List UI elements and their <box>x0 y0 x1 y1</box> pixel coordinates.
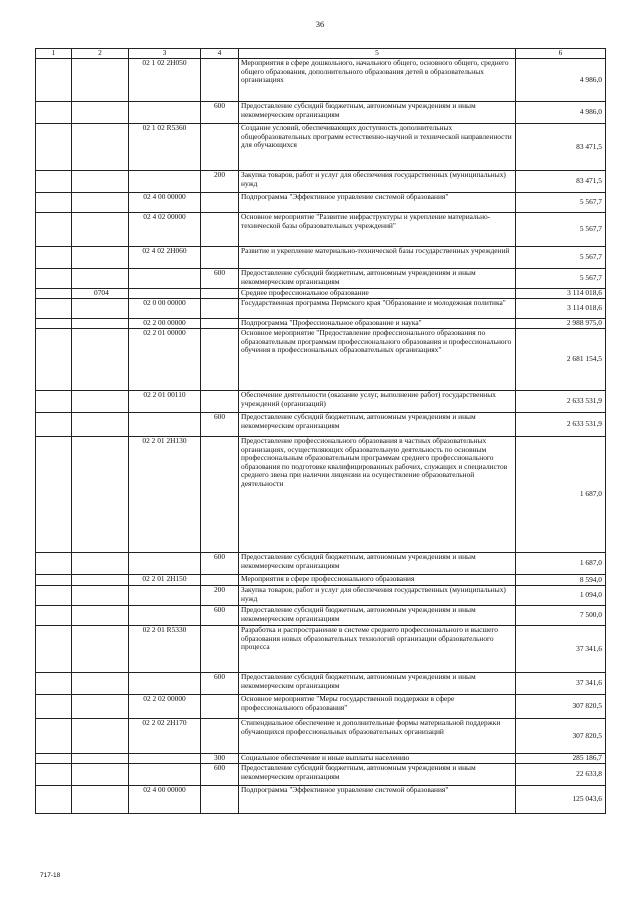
table-row <box>36 786 606 814</box>
item-name-cell: Предоставление субсидий бюджетным, автономным учреждениям и иным некоммерческим организациям <box>239 764 516 786</box>
ministry-code-cell <box>36 102 72 124</box>
section-code-cell <box>72 124 129 171</box>
expense-type-cell <box>201 575 239 586</box>
target-article-cell: 02 2 00 00000 <box>129 319 201 329</box>
item-name-cell: Развитие и укрепление материально-технической базы государственных учреждений <box>239 247 516 269</box>
ministry-code-cell <box>36 586 72 606</box>
expense-type-cell <box>201 719 239 754</box>
table-row <box>36 764 606 786</box>
expense-type-cell <box>201 289 239 299</box>
ministry-code-cell <box>36 626 72 673</box>
target-article-cell: 02 4 00 00000 <box>129 193 201 213</box>
ministry-code-cell <box>36 124 72 171</box>
amount-cell: 22 633,8 <box>516 764 606 786</box>
table-row <box>36 289 606 299</box>
page-number: 36 <box>315 19 325 29</box>
amount-cell: 4 986,0 <box>516 59 606 102</box>
ministry-code-cell <box>36 754 72 764</box>
item-name-cell: Среднее профессиональное образование <box>239 289 516 299</box>
item-name-cell: Разработка и распространение в системе среднего профессионального и высшего образования новых образовательных технологий организации образовательного процесса <box>239 626 516 673</box>
section-code-cell <box>72 329 129 391</box>
item-name-cell: Подпрограмма "Эффективное управление системой образования" <box>239 786 516 814</box>
expense-type-cell: 600 <box>201 606 239 626</box>
ministry-code-cell <box>36 299 72 319</box>
table-row <box>36 553 606 575</box>
target-article-cell <box>129 269 201 289</box>
item-name-cell: Мероприятия в сфере профессионального образования <box>239 575 516 586</box>
ministry-code-cell <box>36 213 72 247</box>
item-name-cell: Предоставление субсидий бюджетным, автономным учреждениям и иным некоммерческим организациям <box>239 606 516 626</box>
expense-type-cell: 600 <box>201 764 239 786</box>
section-code-cell <box>72 786 129 814</box>
table-row <box>36 719 606 754</box>
section-code-cell <box>72 391 129 413</box>
target-article-cell: 02 1 02 2Н050 <box>129 59 201 102</box>
ministry-code-cell <box>36 413 72 437</box>
expense-type-cell: 300 <box>201 754 239 764</box>
target-article-cell: 02 4 02 2Н060 <box>129 247 201 269</box>
column-number-header: 2 <box>72 49 129 59</box>
section-code-cell <box>72 102 129 124</box>
section-code-cell <box>72 606 129 626</box>
item-name-cell: Основное мероприятие "Меры государственной поддержки в сфере профессионального образования" <box>239 695 516 719</box>
ministry-code-cell <box>36 59 72 102</box>
ministry-code-cell <box>36 673 72 695</box>
amount-cell: 5 567,7 <box>516 247 606 269</box>
expense-type-cell <box>201 213 239 247</box>
expense-type-cell <box>201 329 239 391</box>
target-article-cell <box>129 673 201 695</box>
table-row <box>36 319 606 329</box>
section-code-cell <box>72 673 129 695</box>
section-code-cell: 0704 <box>72 289 129 299</box>
expense-type-cell <box>201 391 239 413</box>
target-article-cell <box>129 553 201 575</box>
target-article-cell <box>129 413 201 437</box>
item-name-cell: Предоставление субсидий бюджетным, автономным учреждениям и иным некоммерческим организациям <box>239 673 516 695</box>
amount-cell: 4 986,0 <box>516 102 606 124</box>
amount-cell: 307 820,5 <box>516 695 606 719</box>
amount-cell: 5 567,7 <box>516 213 606 247</box>
expense-type-cell <box>201 59 239 102</box>
ministry-code-cell <box>36 764 72 786</box>
ministry-code-cell <box>36 269 72 289</box>
section-code-cell <box>72 764 129 786</box>
item-name-cell: Предоставление субсидий бюджетным, автономным учреждениям и иным некоммерческим организациям <box>239 102 516 124</box>
expense-type-cell <box>201 319 239 329</box>
table-row <box>36 626 606 673</box>
table-row <box>36 299 606 319</box>
item-name-cell: Предоставление субсидий бюджетным, автономным учреждениям и иным некоммерческим организациям <box>239 413 516 437</box>
table-row <box>36 102 606 124</box>
table-row <box>36 754 606 764</box>
ministry-code-cell <box>36 786 72 814</box>
amount-cell: 1 687,0 <box>516 553 606 575</box>
item-name-cell: Подпрограмма "Профессиональное образование и наука" <box>239 319 516 329</box>
expense-type-cell <box>201 124 239 171</box>
expense-type-cell <box>201 299 239 319</box>
target-article-cell: 02 2 01 2Н150 <box>129 575 201 586</box>
section-code-cell <box>72 626 129 673</box>
amount-cell: 125 043,6 <box>516 786 606 814</box>
section-code-cell <box>72 59 129 102</box>
item-name-cell: Основное мероприятие "Предоставление профессионального образования по образовательным программам профессионального образования и профессионального обучения в профессиональных образовательных организациях" <box>239 329 516 391</box>
column-number-header: 5 <box>239 49 516 59</box>
target-article-cell <box>129 102 201 124</box>
amount-cell: 7 500,0 <box>516 606 606 626</box>
section-code-cell <box>72 586 129 606</box>
expense-type-cell: 200 <box>201 586 239 606</box>
table-row <box>36 695 606 719</box>
target-article-cell: 02 2 01 00000 <box>129 329 201 391</box>
table-row <box>36 213 606 247</box>
section-code-cell <box>72 213 129 247</box>
table-row <box>36 247 606 269</box>
expense-type-cell: 600 <box>201 102 239 124</box>
section-code-cell <box>72 575 129 586</box>
expense-type-cell <box>201 193 239 213</box>
amount-cell: 3 114 018,6 <box>516 289 606 299</box>
item-name-cell: Стипендиальное обеспечение и дополнительные формы материальной поддержки обучающихся профессиональных образовательных организаций <box>239 719 516 754</box>
section-code-cell <box>72 413 129 437</box>
expense-type-cell <box>201 786 239 814</box>
target-article-cell <box>129 289 201 299</box>
section-code-cell <box>72 319 129 329</box>
item-name-cell: Предоставление субсидий бюджетным, автономным учреждениям и иным некоммерческим организациям <box>239 553 516 575</box>
expense-type-cell <box>201 247 239 269</box>
amount-cell: 8 594,0 <box>516 575 606 586</box>
ministry-code-cell <box>36 247 72 269</box>
amount-cell: 37 341,6 <box>516 673 606 695</box>
ministry-code-cell <box>36 553 72 575</box>
table-row <box>36 269 606 289</box>
item-name-cell: Основное мероприятие "Развитие инфраструктуры и укрепление материально-технической базы образовательных учреждений" <box>239 213 516 247</box>
ministry-code-cell <box>36 171 72 193</box>
table-row <box>36 171 606 193</box>
ministry-code-cell <box>36 319 72 329</box>
target-article-cell <box>129 586 201 606</box>
target-article-cell <box>129 171 201 193</box>
item-name-cell: Государственная программа Пермского края "Образование и молодежная политика" <box>239 299 516 319</box>
expense-type-cell <box>201 437 239 553</box>
table-row <box>36 606 606 626</box>
section-code-cell <box>72 193 129 213</box>
section-code-cell <box>72 719 129 754</box>
table-row <box>36 673 606 695</box>
amount-cell: 5 567,7 <box>516 193 606 213</box>
ministry-code-cell <box>36 719 72 754</box>
ministry-code-cell <box>36 437 72 553</box>
target-article-cell: 02 4 00 00000 <box>129 786 201 814</box>
expense-type-cell: 600 <box>201 269 239 289</box>
amount-cell: 5 567,7 <box>516 269 606 289</box>
amount-cell: 83 471,5 <box>516 171 606 193</box>
amount-cell: 37 341,6 <box>516 626 606 673</box>
target-article-cell: 02 2 02 00000 <box>129 695 201 719</box>
table-row <box>36 575 606 586</box>
ministry-code-cell <box>36 289 72 299</box>
table-row <box>36 413 606 437</box>
item-name-cell: Закупка товаров, работ и услуг для обеспечения государственных (муниципальных) нужд <box>239 171 516 193</box>
expense-type-cell <box>201 695 239 719</box>
table-row <box>36 329 606 391</box>
target-article-cell <box>129 606 201 626</box>
footer-document-code: 717-18 <box>40 872 61 879</box>
ministry-code-cell <box>36 695 72 719</box>
section-code-cell <box>72 171 129 193</box>
section-code-cell <box>72 754 129 764</box>
target-article-cell: 02 2 02 2Н170 <box>129 719 201 754</box>
item-name-cell: Мероприятия в сфере дошкольного, начального общего, основного общего, среднего общего образования, дополнительного образования детей в образовательных организациях <box>239 59 516 102</box>
column-number-row <box>36 49 606 59</box>
section-code-cell <box>72 247 129 269</box>
expense-type-cell <box>201 626 239 673</box>
item-name-cell: Предоставление профессионального образования в частных образовательных организациях, осуществляющих образовательную деятельность по основным профессиональным образовательным программам среднего профессионального образования по подготовке квалифицированных рабочих, служащих и специалистов среднего звена при наличии лицензии на осуществление образовательной деятельности <box>239 437 516 553</box>
table-row <box>36 437 606 553</box>
amount-cell: 83 471,5 <box>516 124 606 171</box>
column-number-header: 4 <box>201 49 239 59</box>
target-article-cell <box>129 764 201 786</box>
ministry-code-cell <box>36 391 72 413</box>
ministry-code-cell <box>36 606 72 626</box>
table-row <box>36 124 606 171</box>
amount-cell: 285 186,7 <box>516 754 606 764</box>
section-code-cell <box>72 299 129 319</box>
expense-type-cell: 600 <box>201 413 239 437</box>
ministry-code-cell <box>36 329 72 391</box>
amount-cell: 307 820,5 <box>516 719 606 754</box>
item-name-cell: Обеспечение деятельности (оказание услуг, выполнение работ) государственных учреждений (организаций) <box>239 391 516 413</box>
amount-cell: 1 687,0 <box>516 437 606 553</box>
section-code-cell <box>72 695 129 719</box>
item-name-cell: Социальное обеспечение и иные выплаты населению <box>239 754 516 764</box>
table-row <box>36 193 606 213</box>
section-code-cell <box>72 269 129 289</box>
target-article-cell: 02 1 02 R5360 <box>129 124 201 171</box>
item-name-cell: Предоставление субсидий бюджетным, автономным учреждениям и иным некоммерческим организациям <box>239 269 516 289</box>
section-code-cell <box>72 553 129 575</box>
budget-table <box>35 48 606 814</box>
table-row <box>36 59 606 102</box>
amount-cell: 3 114 018,6 <box>516 299 606 319</box>
target-article-cell: 02 2 01 R5330 <box>129 626 201 673</box>
ministry-code-cell <box>36 193 72 213</box>
target-article-cell: 02 2 01 2Н130 <box>129 437 201 553</box>
expense-type-cell: 600 <box>201 553 239 575</box>
item-name-cell: Закупка товаров, работ и услуг для обеспечения государственных (муниципальных) нужд <box>239 586 516 606</box>
expense-type-cell: 600 <box>201 673 239 695</box>
ministry-code-cell <box>36 575 72 586</box>
item-name-cell: Подпрограмма "Эффективное управление системой образования" <box>239 193 516 213</box>
column-number-header: 1 <box>36 49 72 59</box>
section-code-cell <box>72 437 129 553</box>
table-row <box>36 391 606 413</box>
target-article-cell: 02 0 00 00000 <box>129 299 201 319</box>
target-article-cell: 02 2 01 00110 <box>129 391 201 413</box>
item-name-cell: Создание условий, обеспечивающих доступность дополнительных общеобразовательных программ естественно-научной и технической направленности для обучающихся <box>239 124 516 171</box>
amount-cell: 1 094,0 <box>516 586 606 606</box>
column-number-header: 6 <box>516 49 606 59</box>
amount-cell: 2 988 975,0 <box>516 319 606 329</box>
table-row <box>36 586 606 606</box>
amount-cell: 2 681 154,5 <box>516 329 606 391</box>
target-article-cell: 02 4 02 00000 <box>129 213 201 247</box>
expense-type-cell: 200 <box>201 171 239 193</box>
amount-cell: 2 633 531,9 <box>516 391 606 413</box>
target-article-cell <box>129 754 201 764</box>
amount-cell: 2 633 531,9 <box>516 413 606 437</box>
column-number-header: 3 <box>129 49 201 59</box>
